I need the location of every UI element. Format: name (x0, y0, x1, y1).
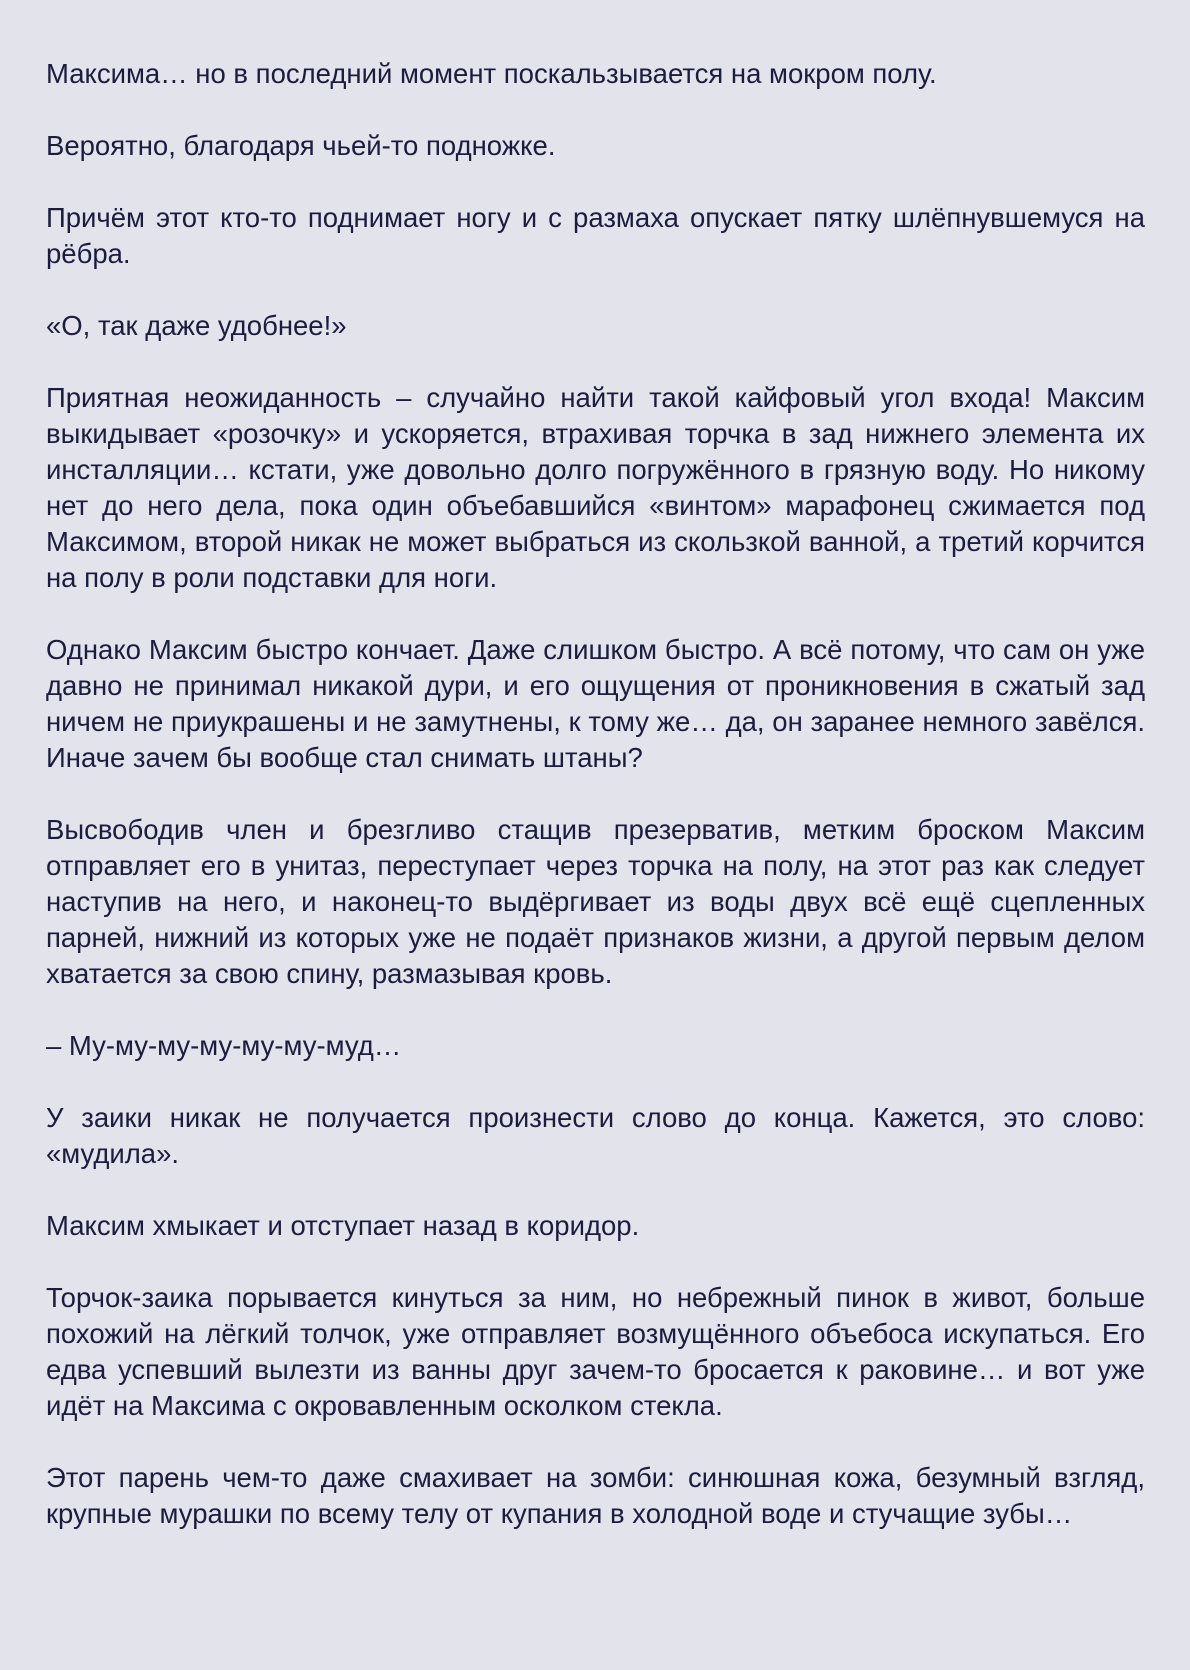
paragraph-12: Этот парень чем-то даже смахивает на зомби: синюшная кожа, безумный взгляд, крупные мурашки по всему телу от купания в холодной воде и стучащие зубы… (46, 1462, 1145, 1529)
paragraph-11: Торчок-заика порывается кинуться за ним, но небрежный пинок в живот, больше похожий на лёгкий толчок, уже отправляет возмущённого объебоса искупаться. Его едва успевший вылезти из ванны друг зачем-то бросается к раковине… и вот уже идёт на Максима с окровавленным осколком стекла. (46, 1282, 1145, 1421)
paragraph-7: Высвободив член и брезгливо стащив презерватив, метким броском Максим отправляет его в унитаз, переступает через торчка на полу, на этот раз как следует наступив на него, и наконец-то выдёргивает из воды двух всё ещё сцепленных парней, нижний из которых уже не подаёт признаков жизни, а другой первым делом хватается за свою спину, размазывая кровь. (46, 814, 1145, 989)
paragraph-8: – Му-му-му-му-му-му-муд… (46, 1030, 402, 1061)
paragraph-3: Причём этот кто-то поднимает ногу и с размаха опускает пятку шлёпнувшемуся на рёбра. (46, 202, 1145, 269)
paragraph-10: Максим хмыкает и отступает назад в коридор. (46, 1210, 640, 1241)
paragraph-1: Максима… но в последний момент поскальзывается на мокром полу. (46, 58, 937, 89)
paragraph-5: Приятная неожиданность – случайно найти такой кайфовый угол входа! Максим выкидывает «розочку» и ускоряется, втрахивая торчка в зад нижнего элемента их инсталляции… кстати, уже довольно долго погружённого в грязную воду. Но никому нет до него дела, пока один объебавшийся «винтом» марафонец сжимается под Максимом, второй никак не может выбраться из скользкой ванной, а третий корчится на полу в роли подставки для ноги. (46, 382, 1145, 593)
paragraph-2: Вероятно, благодаря чьей-то подножке. (46, 130, 556, 161)
paragraph-9: У заики никак не получается произнести слово до конца. Кажется, это слово: «мудила». (46, 1102, 1145, 1169)
paragraph-4: «О, так даже удобнее!» (46, 310, 347, 341)
paragraph-6: Однако Максим быстро кончает. Даже слишком быстро. А всё потому, что сам он уже давно не принимал никакой дури, и его ощущения от проникновения в сжатый зад ничем не приукрашены и не замутнены, к тому же… да, он заранее немного завёлся. Иначе зачем бы вообще стал снимать штаны? (46, 634, 1145, 773)
